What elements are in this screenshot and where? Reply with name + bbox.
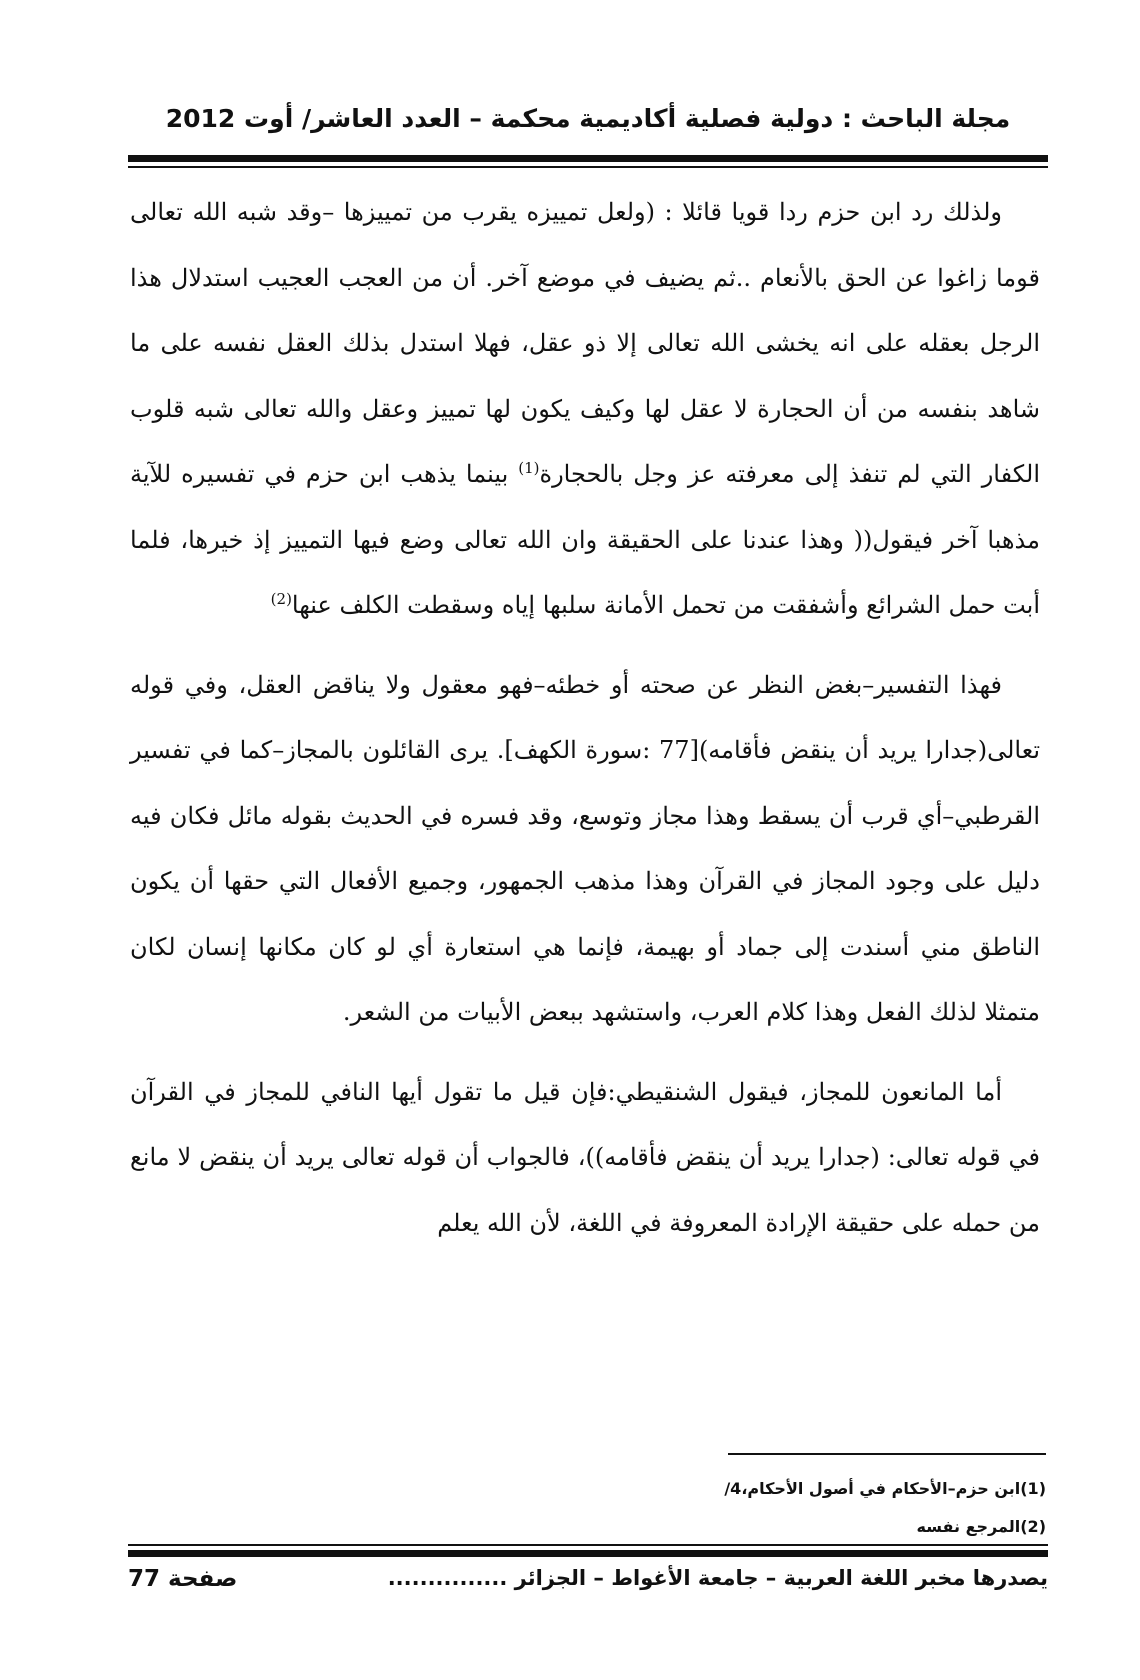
footnote-ref-2[interactable]: (2) <box>270 590 292 608</box>
article-body <box>130 180 1040 1256</box>
paragraph-1 <box>130 180 1040 639</box>
paragraph-1-part-1: ولذلك رد ابن حزم ردا قويا قائلا : (ولعل تمييزه يقرب من تمييزها –وقد شبه الله تعالى قوما زاغوا عن الحق بالأنعام ..ثم يضيف في موضع آخر. أن من العجب العجيب استدلال هذا الرجل بعقله على انه يخشى الله تعالى إلا ذو عقل، فهلا استدل بذلك العقل نفسه على ما شاهد بنفسه من أن الحجارة لا عقل لها وكيف يكون لها تمييز وعقل والله تعالى شبه قلوب الكفار التي لم تنفذ إلى معرفته عز وجل بالحجارة <box>130 198 1040 488</box>
header-rule-thick <box>128 155 1048 162</box>
paragraph-2: فهذا التفسير–بغض النظر عن صحته أو خطئه–فهو معقول ولا يناقض العقل، وفي قوله تعالى(جدارا يريد أن ينقض فأقامه)[77 :سورة الكهف]. يرى القائلون بالمجاز–كما في تفسير القرطبي–أي قرب أن يسقط وهذا مجاز وتوسع، وقد فسره في الحديث بقوله مائل فكان فيه دليل على وجود المجاز في القرآن وهذا مذهب الجمهور، وجميع الأفعال التي حقها أن يكون الناطق مني أسندت إلى جماد أو بهيمة، فإنما هي استعارة أي لو كان مكانها إنسان لكان متمثلا لذلك الفعل وهذا كلام العرب، واستشهد ببعض الأبيات من الشعر. <box>130 670 1040 1026</box>
footnote-2: (2)المرجع نفسه <box>916 1517 1046 1536</box>
paragraph-3: أما المانعون للمجاز، فيقول الشنقيطي:فإن قيل ما تقول أيها النافي للمجاز في القرآن في قوله تعالى: (جدارا يريد أن ينقض فأقامه))، فالجواب أن قوله تعالى يريد أن ينقض لا مانع من حمله على حقيقة الإرادة المعروفة في اللغة، لأن الله يعلم <box>130 1077 1040 1237</box>
footnotes <box>130 1470 1046 1546</box>
footnote-separator <box>728 1453 1046 1455</box>
journal-header-title: مجلة الباحث : دولية فصلية أكاديمية محكمة – العدد العاشر/ أوت 2012 <box>165 104 1011 133</box>
paragraph-1-part-2: بينما يذهب ابن حزم في تفسيره للآية مذهبا آخر فيقول(( وهذا عندنا على الحقيقة وان الله تعالى وضع فيها التمييز إذ خيرها، فلما أبت حمل الشرائع وأشفقت من تحمل الأمانة سلبها إياه وسقطت الكلف عنها <box>130 460 1040 619</box>
page-number: صفحة 77 <box>128 1566 238 1592</box>
footnote-1: (1)ابن حزم–الأحكام في أصول الأحكام،4/ <box>724 1479 1046 1498</box>
footnote-ref-1[interactable]: (1) <box>518 459 540 477</box>
footer-rule-thick <box>128 1550 1048 1557</box>
footer-rule-thin <box>128 1544 1048 1546</box>
header-rule-thin <box>128 166 1048 168</box>
footer-publisher: يصدرها مخبر اللغة العربية – جامعة الأغواط – الجزائر ............... <box>387 1566 1048 1590</box>
